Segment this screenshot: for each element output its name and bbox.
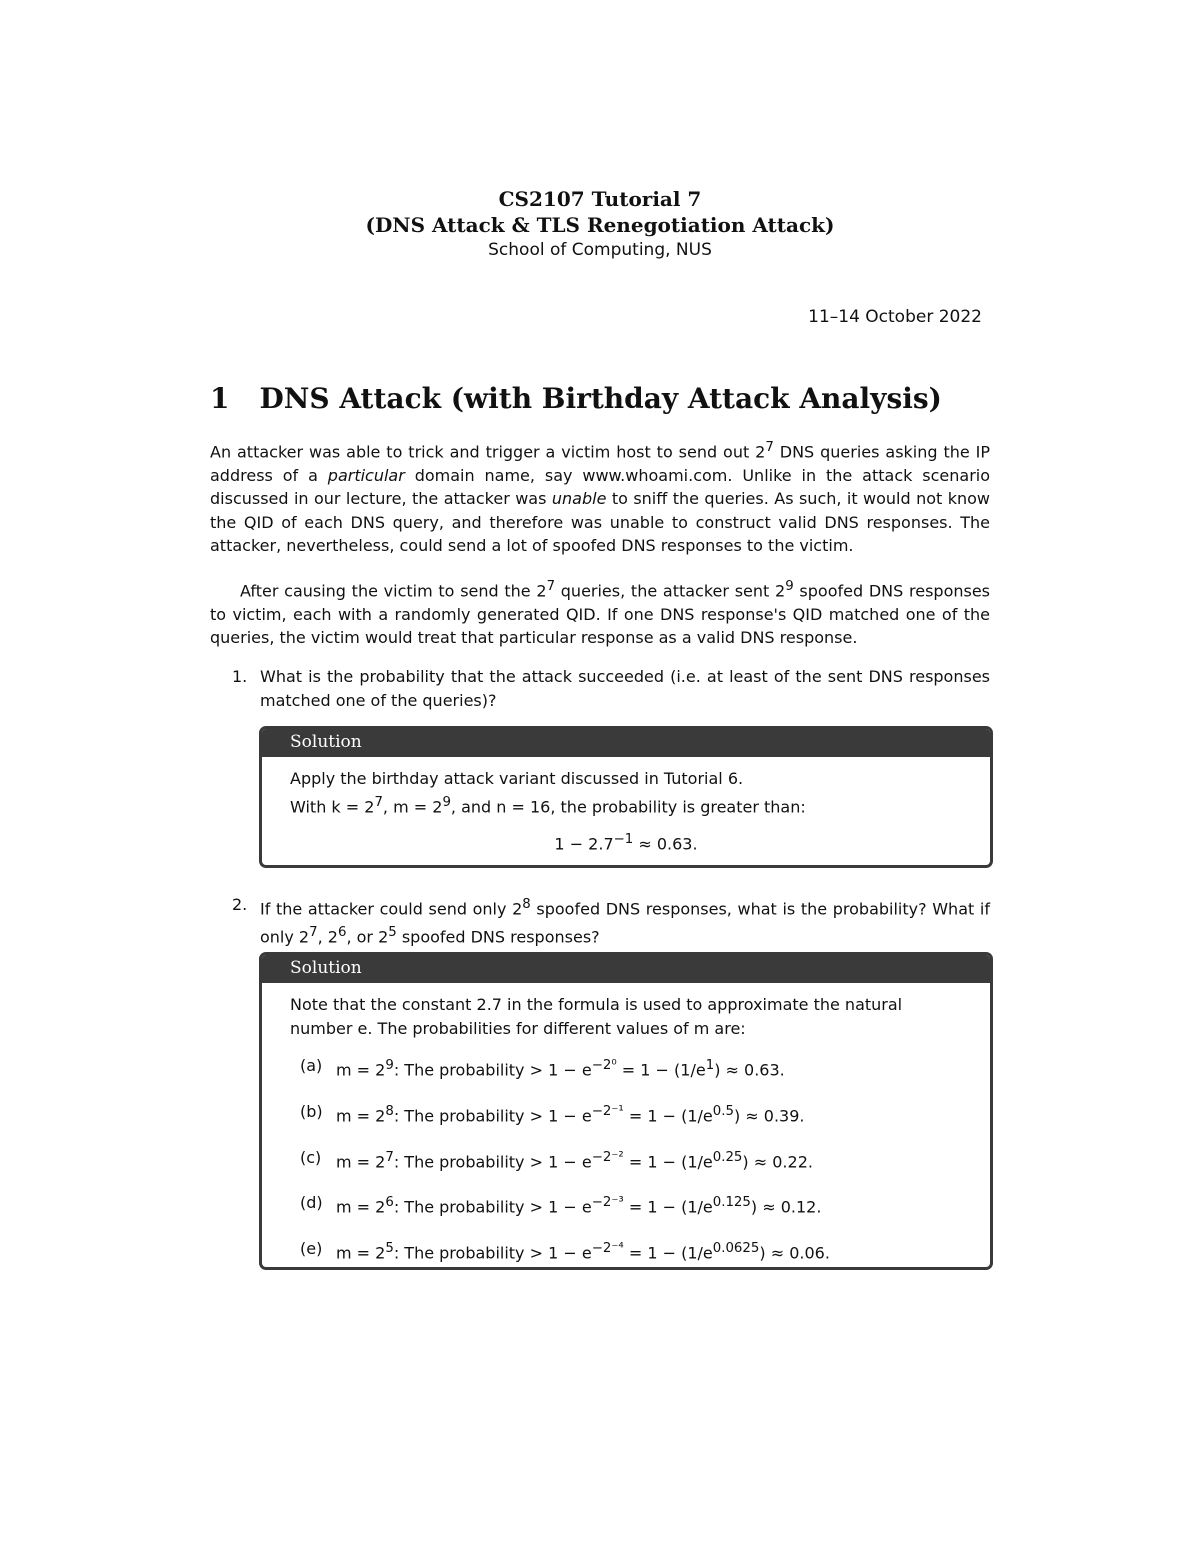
text: ) ≈ 0.22. — [742, 1151, 813, 1171]
exponent: −2⁻² — [591, 1149, 624, 1165]
section-title: DNS Attack (with Birthday Attack Analysis) — [259, 382, 942, 415]
item-label: (d) — [300, 1193, 323, 1213]
question-text: What is the probability that the attack succeeded (i.e. at least of the sent DNS responses matched one of the queries)? — [260, 667, 990, 710]
exponent: 9 — [785, 579, 794, 594]
text: If the attacker could send only 2 — [260, 899, 523, 919]
solution-line — [290, 791, 962, 819]
text: ) ≈ 0.12. — [750, 1197, 822, 1217]
text: domain name, say www.whoami.com. Unlike in the attack scenario discussed in our lecture, the attacker was — [210, 465, 991, 509]
list-item — [290, 1237, 962, 1265]
exponent: 7 — [546, 579, 556, 594]
exponent: 7 — [385, 1149, 394, 1165]
solution-line: Apply the birthday attack variant discussed in Tutorial 6. — [290, 769, 744, 788]
item-content — [336, 1054, 785, 1082]
text: , or 2 — [346, 927, 389, 947]
text: , m = 2 — [382, 796, 443, 816]
list-item — [290, 1191, 962, 1219]
solution-heading: Solution — [262, 955, 990, 983]
text: ) ≈ 0.06. — [759, 1243, 830, 1263]
solution-box-1 — [259, 726, 993, 868]
solution-body — [262, 983, 990, 1270]
text: : The probability > 1 − e — [393, 1106, 592, 1126]
text: m = 2 — [336, 1197, 386, 1217]
question-number: 1. — [232, 667, 248, 686]
item-label: (b) — [300, 1101, 323, 1121]
question-text — [260, 893, 990, 949]
text: m = 2 — [336, 1151, 386, 1171]
text: ≈ 0.63. — [633, 834, 698, 854]
text: = 1 − (1/e — [623, 1243, 713, 1263]
solution-equation — [290, 828, 962, 856]
text: , and n = 16, the probability is greater than: — [450, 796, 806, 816]
text: An attacker was able to trick and trigger a victim host to send out 2 — [210, 442, 766, 462]
item-label: (a) — [300, 1056, 323, 1075]
text: : The probability > 1 − e — [393, 1243, 592, 1263]
text: DNS queries asking the IP address of a — [210, 442, 991, 485]
text: = 1 − (1/e — [623, 1151, 713, 1171]
exponent: 6 — [337, 924, 347, 940]
exponent: −2⁻³ — [591, 1195, 624, 1211]
probability-list — [290, 1054, 962, 1265]
item-label: (e) — [300, 1239, 323, 1259]
paragraph-1 — [210, 436, 990, 558]
school-name: School of Computing, NUS — [488, 240, 712, 260]
exponent: 9 — [442, 794, 451, 810]
section-number: 1 — [210, 382, 230, 415]
question-1 — [232, 665, 990, 712]
exponent: −1 — [613, 832, 634, 848]
text: queries, the attacker sent 2 — [555, 581, 786, 601]
solution-intro: Note that the constant 2.7 in the formula is used to approximate the natural number e. The probabilities for different values of m are: — [290, 995, 903, 1038]
text: spoofed DNS responses? — [396, 927, 600, 947]
text: m = 2 — [336, 1243, 386, 1263]
item-content — [336, 1146, 813, 1174]
text: to sniff the queries. As such, it would not know the QID of each DNS query, and therefore was unable to construct valid DNS responses. The attacker, nevertheless, could send a lot of spoofed DNS responses to the victim. — [210, 489, 991, 556]
question-number: 2. — [232, 895, 248, 914]
item-content — [336, 1191, 821, 1219]
text: : The probability > 1 − e — [393, 1151, 592, 1171]
text: m = 2 — [336, 1060, 386, 1080]
exponent: 8 — [522, 897, 531, 912]
text: After causing the victim to send the 2 — [240, 581, 547, 601]
list-item — [290, 1054, 962, 1082]
title-block — [0, 186, 1200, 262]
section-heading — [210, 382, 942, 415]
emphasis: unable — [551, 489, 607, 509]
exponent: 8 — [385, 1103, 394, 1119]
emphasis: particular — [327, 465, 405, 485]
text: m = 2 — [336, 1106, 386, 1126]
item-label: (c) — [300, 1147, 322, 1167]
list-item — [290, 1100, 962, 1128]
exponent: −2⁻⁴ — [591, 1241, 624, 1257]
text: = 1 − (1/e — [616, 1060, 706, 1080]
exponent: 0.25 — [712, 1149, 743, 1165]
exponent: 7 — [765, 440, 774, 455]
solution-heading: Solution — [262, 729, 990, 757]
doc-date: 11–14 October 2022 — [808, 307, 982, 327]
exponent: −2⁰ — [591, 1058, 617, 1073]
paragraph-2 — [210, 575, 990, 650]
text: With k = 2 — [290, 796, 375, 816]
solution-box-2 — [259, 952, 993, 1270]
exponent: 5 — [385, 1241, 394, 1257]
question-2 — [232, 893, 990, 949]
exponent: 0.5 — [712, 1103, 734, 1119]
exponent: 7 — [374, 794, 383, 810]
text: 1 − 2.7 — [554, 834, 614, 854]
item-content — [336, 1237, 830, 1265]
text: ) ≈ 0.63. — [714, 1060, 785, 1080]
exponent: 0.0625 — [712, 1241, 760, 1257]
exponent: −2⁻¹ — [591, 1103, 624, 1119]
doc-subtitle: (DNS Attack & TLS Renegotiation Attack) — [365, 213, 835, 237]
text: , 2 — [317, 927, 338, 947]
doc-title: CS2107 Tutorial 7 — [498, 187, 702, 211]
solution-body — [262, 757, 990, 868]
text: spoofed DNS responses, what is the probability? What if only 2 — [260, 899, 990, 947]
exponent: 9 — [385, 1058, 394, 1073]
text: : The probability > 1 − e — [393, 1197, 592, 1217]
text: = 1 − (1/e — [623, 1197, 713, 1217]
text: spoofed DNS responses to victim, each with a randomly generated QID. If one DNS response's QID matched one of the queries, the victim would treat that particular response as a valid DNS response. — [210, 581, 991, 648]
list-item — [290, 1146, 962, 1174]
exponent: 7 — [309, 924, 318, 940]
text: ) ≈ 0.39. — [733, 1106, 805, 1126]
item-content — [336, 1100, 804, 1128]
text: = 1 − (1/e — [623, 1106, 713, 1126]
exponent: 6 — [385, 1195, 394, 1211]
exponent: 1 — [705, 1058, 715, 1073]
text: : The probability > 1 − e — [393, 1060, 592, 1080]
exponent: 0.125 — [712, 1195, 751, 1211]
exponent: 5 — [388, 924, 397, 940]
